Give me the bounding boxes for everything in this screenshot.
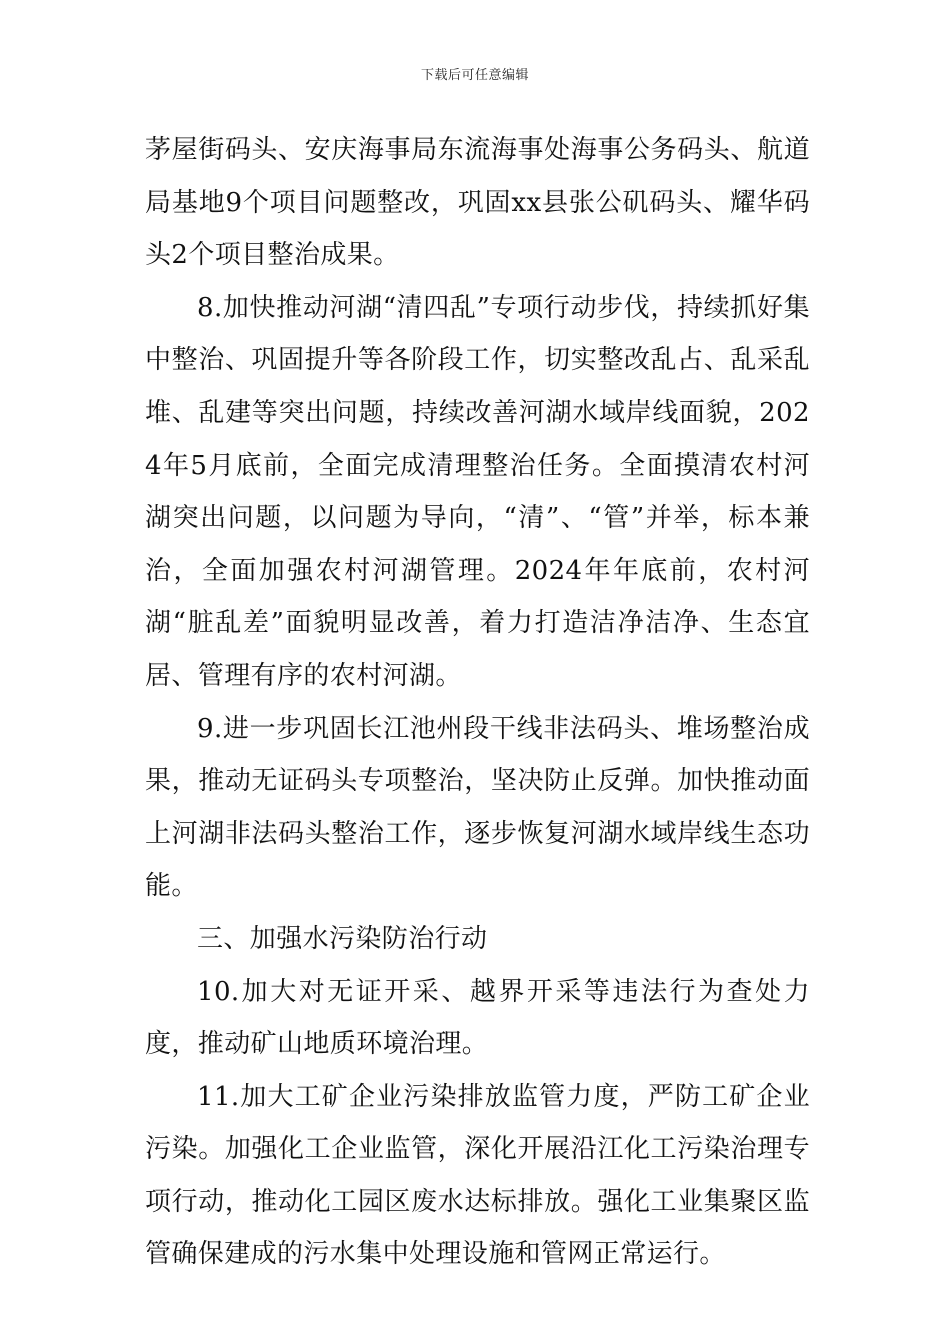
page-header: 下载后可任意编辑 bbox=[420, 68, 529, 83]
paragraph-item-8: 8.加快推动河湖“清四乱”专项行动步伐，持续抓好集中整治、巩固提升等各阶段工作，切实整改乱占、乱采乱堆、乱建等突出问题，持续改善河湖水域岸线面貌，2024年5月底前，全面完成清理整治任务。全面摸清农村河湖突出问题，以问题为导向，“清”、“管”并举，标本兼治，全面加强农村河湖管理。2024年年底前，农村河湖“脏乱差”面貌明显改善，着力打造洁净洁净、生态宜居、管理有序的农村河湖。 bbox=[145, 292, 810, 691]
section-heading: 三、加强水污染防治行动 bbox=[197, 923, 488, 954]
paragraph-item-9: 9.进一步巩固长江池州段干线非法码头、堆场整治成果，推动无证码头专项整治，坚决防止反弹。加快推动面上河湖非法码头整治工作，逐步恢复河湖水域岸线生态功能。 bbox=[145, 713, 810, 902]
paragraph-item-10: 10.加大对无证开采、越界开采等违法行为查处力度，推动矿山地质环境治理。 bbox=[145, 976, 810, 1060]
document-body bbox=[145, 124, 810, 1281]
paragraph-item-11: 11.加大工矿企业污染排放监管力度，严防工矿企业污染。加强化工企业监管，深化开展沿江化工污染治理专项行动，推动化工园区废水达标排放。强化工业集聚区监管确保建成的污水集中处理设施和管网正常运行。 bbox=[145, 1081, 810, 1270]
paragraph-continuation: 茅屋街码头、安庆海事局东流海事处海事公务码头、航道局基地9个项目问题整改，巩固xx县张公矶码头、耀华码头2个项目整治成果。 bbox=[145, 135, 810, 271]
